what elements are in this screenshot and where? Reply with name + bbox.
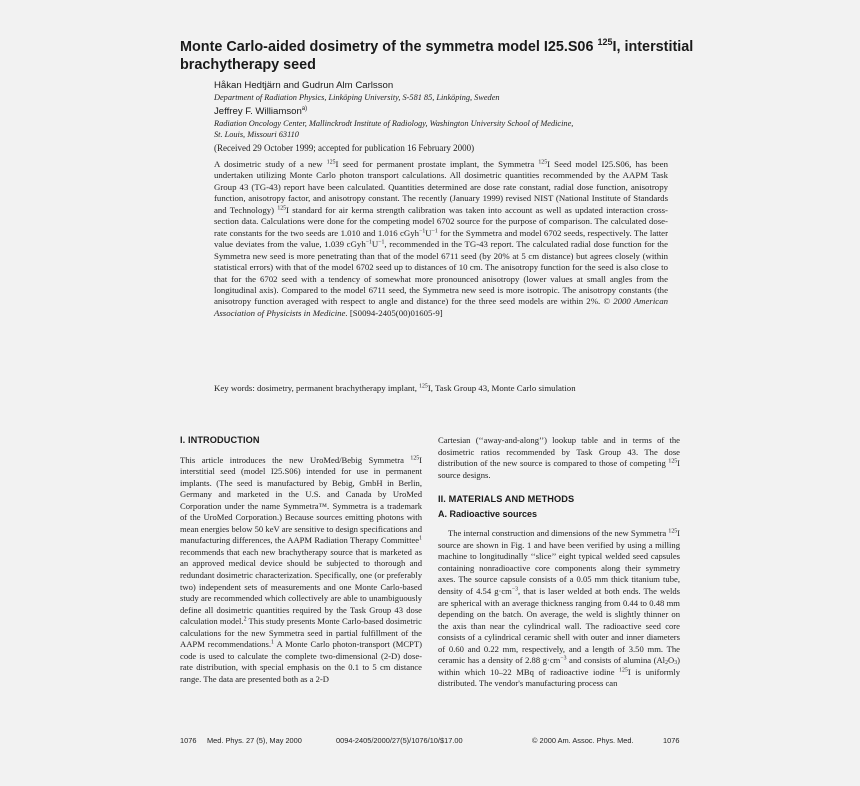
affiliation-1: Department of Radiation Physics, Linköping University, S-581 85, Linköping, Sweden bbox=[214, 93, 500, 102]
introduction-paragraph-continued: Cartesian (‘‘away-and-along’’) lookup table and in terms of the dosimetric ratios recommended by Task Group 43. The dose distribution of the new source is compared to those of competing $^{125}$I source designs. bbox=[438, 435, 680, 480]
author-line-1: Håkan Hedtjärn and Gudrun Alm Carlsson bbox=[214, 80, 394, 91]
section-heading-introduction: I. INTRODUCTION bbox=[180, 435, 260, 445]
column-left bbox=[180, 435, 422, 685]
subsection-heading-radioactive-sources: A. Radioactive sources bbox=[438, 508, 538, 519]
copyright-notice: © 2000 American Association of Physicists in Medicine. bbox=[214, 296, 669, 318]
journal-citation: Med. Phys. 27 (5), May 2000 bbox=[207, 736, 302, 745]
keywords: Key words: dosimetry, permanent brachytherapy implant, $^{125}$I, Task Group 43, Monte Carlo simulation bbox=[214, 383, 576, 393]
page-footer bbox=[180, 736, 680, 748]
footer-copyright: © 2000 Am. Assoc. Phys. Med. bbox=[532, 736, 634, 745]
page-number-right: 1076 bbox=[663, 736, 680, 745]
author-line-2: Jeffrey F. Williamson$^{a)}$ bbox=[214, 106, 308, 117]
doi: [S0094-2405(00)01605-9] bbox=[347, 307, 443, 318]
abstract: A dosimetric study of a new $^{125}$I seed for permanent prostate implant, the Symmetra $^{125}$I Seed model I25.S06, has been undertaken utilizing Monte Carlo photon transport calculations. All dosimetric quantities recommended by the AAPM Task Group 43 (TG-43) report have been calculated. Quantities determined are dose rate constant, radial dose function, anisotropy function, anisotropy factor, and anisotropy constant. The recently (January 1999) revised NIST (National Institute of Standards and Technology) $^{125}$I standard for air kerma strength calibration was taken into account as well as updated interaction cross-section data. Calculations were done for the competing model 6702 source for the purpose of comparison. The calculated dose-rate constants for the two seeds are 1.010 and 1.016 $cGyh^{-1}U^{-1}$ for the Symmetra and model 6702 seeds, respectively. The latter value deviates from the value, 1.039 $cGyh^{-1}U^{-1}$, recommended in the TG-43 report. The calculated radial dose function for the Symmetra new seed is more penetrating than that of the model 6711 seed (by 20% at 5 cm distance) but agrees closely (within statistical errors) with that of the model 6702 seed up to distances of 10 cm. The anisotropy function for the seed is also close to that for the 6702 seed with a tendency of somewhat more pronounced anisotropy (lower values at small angles from the longitudinal axis). Compared to the model 6711 seed, the Symmetra new seed is more isotropic. The anisotropy constants (the anisotropy function averaged with respect to angle and distance) for the three seed models are within 2%. © 2000 American Association of Physicists in Medicine. [S0094-2405(00)01605-9] bbox=[214, 159, 669, 318]
section-heading-materials-methods: II. MATERIALS AND METHODS bbox=[438, 494, 575, 505]
affiliation-2: Radiation Oncology Center, Mallinckrodt Institute of Radiology, Washington University School of Medicine, St. Louis, Missouri 63110 bbox=[214, 119, 574, 139]
column-right bbox=[438, 435, 680, 690]
received-dates: (Received 29 October 1999; accepted for publication 16 February 2000) bbox=[214, 143, 475, 153]
article-title: Monte Carlo-aided dosimetry of the symmetra model I25.S06 $^{125}$I, interstitial brachytherapy seed bbox=[180, 37, 694, 73]
page-number-left: 1076 bbox=[180, 736, 197, 745]
article-code: 0094-2405/2000/27(5)/1076/10/$17.00 bbox=[336, 736, 463, 745]
introduction-paragraph: This article introduces the new UroMed/Bebig Symmetra $^{125}$I interstitial seed (model I25.S06) intended for use in permanent implants. (The seed is manufactured by Bebig, GmbH in Berlin, Germany and marketed in the U.S. and Canada by UroMed Corporation under the name Symmetra™. Symmetra is a trademark of the UroMed Corporation.) Because sources emitting photons with mean energies below 50 keV are sensitive to design specifications and manufacturing differences, the AAPM Radiation Therapy Committee$^1$ recommends that each new brachytherapy source that is marketed as an approved medical device should be subjected to thorough and redundant dosimetric characterization. Specifically, one (or preferably two) independent sets of measurements and one Monte Carlo-based study are recommended which collectively are able to unambiguously define all dosimetric quantities required by the Task Group 43 dose calculation model.$^2$ This study presents Monte Carlo-based dosimetric calculations for the new Symmetra seed in partial fulfillment of the AAPM recommendations.$^1$ A Monte Carlo photon-transport (MCPT) code is used to calculate the complete two-dimensional (2-D) dose-rate distribution, with special emphasis on the 0.1 to 5 cm distance range. The data are presented both as a 2-D bbox=[180, 454, 422, 684]
radioactive-sources-paragraph: The internal construction and dimensions of the new Symmetra $^{125}$I source are shown in Fig. 1 and have been verified by using a milling machine to longitudinally ‘‘slice’’ eight typical welded seed capsules containing nonradioactive core components along their symmetry axes. The source capsule consists of a 0.05 mm thick titanium tube, density of 4.54 $g\cdot cm^{-3}$, that is laser welded at both ends. The welds are spherical with an average thickness ranging from 0.44 to 0.48 mm depending on the batch. On average, the weld is slightly thinner on the axis than near the cylindrical wall. The radioactive seed core consists of a cylindrical ceramic shell with outer and inner diameters of 0.60 and 0.22 mm, respectively, and a length of 3.50 mm. The ceramic has a density of 2.88 $g\cdot cm^{-3}$ and consists of alumina $(Al_2O_3)$ within which 10–22 MBq of radioactive iodine $^{125}$I is uniformly distributed. The vendor's manufacturing process can bbox=[438, 528, 680, 689]
